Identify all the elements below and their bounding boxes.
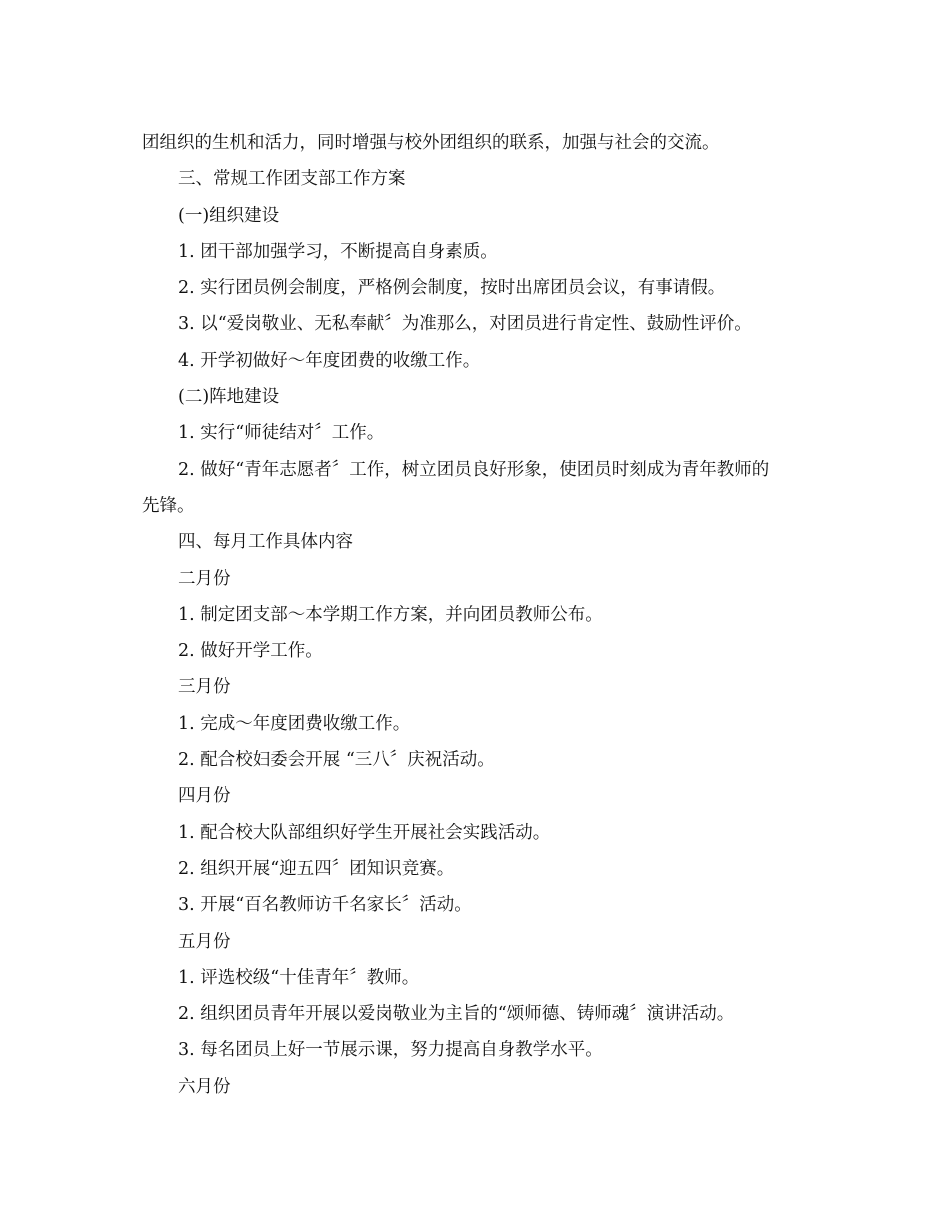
document-body: [142, 125, 810, 1105]
list-item: 2. 做好“青年志愿者〞工作，树立团员良好形象，使团员时刻成为青年教师的: [178, 459, 770, 480]
list-item: 2. 组织开展“迎五四〞团知识竞赛。: [178, 858, 455, 879]
list-item: 2. 做好开学工作。: [178, 641, 323, 662]
list-item: 2. 组织团员青年开展以爱岗敬业为主旨的“颂师德、铸师魂〞演讲活动。: [178, 1004, 735, 1025]
section-heading: 三、常规工作团支部工作方案: [178, 169, 406, 190]
list-item: 3. 开展“百名教师访千名家长〞活动。: [178, 895, 472, 916]
list-item: 3. 每名团员上好一节展示课，努力提高自身教学水平。: [178, 1040, 603, 1061]
list-item: 4. 开学初做好～年度团费的收缴工作。: [178, 350, 481, 371]
list-item: 3. 以“爱岗敬业、无私奉献〞为准那么，对团员进行肯定性、鼓励性评价。: [178, 314, 752, 335]
month-heading: 三月份: [178, 677, 231, 698]
section-heading: 四、每月工作具体内容: [178, 532, 353, 553]
list-item: 1. 实行“师徒结对〞工作。: [178, 423, 385, 444]
subsection-heading: (二)阵地建设: [178, 387, 280, 408]
month-heading: 二月份: [178, 568, 231, 589]
list-item: 2. 配合校妇委会开展 “三八〞庆祝活动。: [178, 750, 495, 771]
list-item: 1. 配合校大队部组织好学生开展社会实践活动。: [178, 822, 551, 843]
list-item: 1. 团干部加强学习，不断提高自身素质。: [178, 241, 498, 262]
list-item: 1. 制定团支部～本学期工作方案，并向团员教师公布。: [178, 604, 603, 625]
list-item-continuation: 先锋。: [142, 495, 195, 516]
month-heading: 四月份: [178, 786, 231, 807]
list-item: 1. 评选校级“十佳青年〞教师。: [178, 967, 420, 988]
month-heading: 五月份: [178, 931, 231, 952]
paragraph-line: 团组织的生机和活力，同时增强与校外团组织的联系，加强与社会的交流。: [142, 133, 720, 153]
list-item: 1. 完成～年度团费收缴工作。: [178, 713, 411, 734]
month-heading: 六月份: [178, 1076, 231, 1097]
list-item: 2. 实行团员例会制度，严格例会制度，按时出席团员会议，有事请假。: [178, 278, 726, 299]
subsection-heading: (一)组织建设: [178, 205, 280, 226]
